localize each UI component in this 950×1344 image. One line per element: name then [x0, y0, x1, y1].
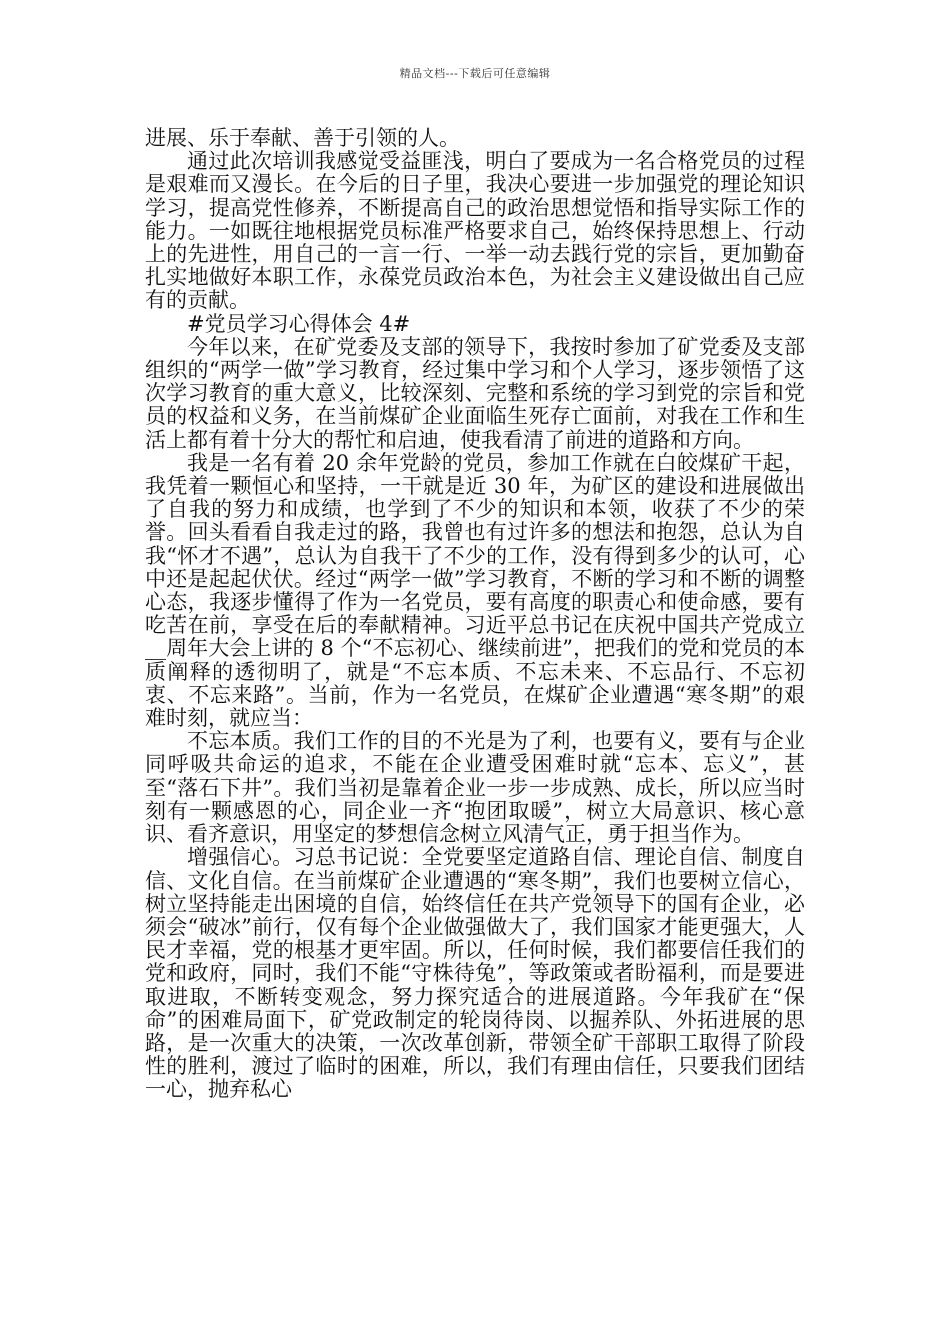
section-heading: #党员学习心得体会 4#	[187, 311, 411, 336]
paragraph: 不忘本质。我们工作的目的不光是为了利，也要有义，要有与企业同呼吸共命运的追求，不能在企业遭受困难时就“忘本、忘义”，甚至“落石下井”。我们当初是靠着企业一步一步成熟、成长，所以应当时刻有一颗感恩的心，同企业一齐“抱团取暖”，树立大局意识、核心意识、看齐意识，用坚定的梦想信念树立风清气正，勇于担当作为。	[145, 729, 805, 847]
document-body	[145, 127, 805, 1102]
paragraph: 我是一名有着 20 余年党龄的党员，参加工作就在白皎煤矿干起，我凭着一颗恒心和坚持，一干就是近 30 年，为矿区的建设和进展做出了自我的努力和成绩，也学到了不少的知识和本领，收获了不少的荣誉。回头看看自我走过的路，我曾也有过许多的想法和抱怨，总认为自我“怀才不遇”，总认为自我干了不少的工作，没有得到多少的认可，心中还是起起伏伏。经过“两学一做”学习教育，不断的学习和不断的调整心态，我逐步懂得了作为一名党员，要有高度的职责心和使命感，要有吃苦在前，享受在后的奉献精神。习近平总书记在庆祝中国共产党成立__周年大会上讲的 8 个“不忘初心、继续前进”，把我们的党和党员的本质阐释的透彻明了，就是“不忘本质、不忘未来、不忘品行、不忘初衷、不忘来路”。当前，作为一名党员，在煤矿企业遭遇“寒冬期”的艰难时刻，就应当：	[145, 450, 805, 731]
paragraph: 增强信心。习总书记说：全党要坚定道路自信、理论自信、制度自信、文化自信。在当前煤矿企业遭遇的“寒冬期”，我们也要树立信心，树立坚持能走出困境的自信，始终信任在共产党领导下的国有企业，必须会“破冰”前行，仅有每个企业做强做大了，我们国家才能更强大，人民才幸福，党的根基才更牢固。所以，任何时候，我们都要信任我们的党和政府，同时，我们不能“守株待兔”，等政策或者盼福利，而是要进取进取，不断转变观念，努力探究适合的进展道路。今年我矿在“保命”的困难局面下，矿党政制定的轮岗待岗、以掘养队、外拓进展的思路，是一次重大的决策，一次改革创新，带领全矿干部职工取得了阶段性的胜利，渡过了临时的困难，所以，我们有理由信任，只要我们团结一心，抛弃私心	[145, 845, 805, 1102]
paragraph-continuation: 进展、乐于奉献、善于引领的人。	[145, 126, 460, 150]
page-header: 精品文档---下载后可任意编辑	[399, 67, 551, 80]
paragraph: 通过此次培训我感觉受益匪浅，明白了要成为一名合格党员的过程是艰难而又漫长。在今后的日子里，我决心要进一步加强党的理论知识学习，提高党性修养，不断提高自己的政治思想觉悟和指导实际工作的能力。一如既往地根据党员标准严格要求自己，始终保持思想上、行动上的先进性，用自己的一言一行、一举一动去践行党的宗旨，更加勤奋扎实地做好本职工作，永葆党员政治本色，为社会主义建设做出自己应有的贡献。	[145, 149, 805, 313]
paragraph: 今年以来，在矿党委及支部的领导下，我按时参加了矿党委及支部组织的“两学一做”学习教育，经过集中学习和个人学习，逐步领悟了这次学习教育的重大意义，比较深刻、完整和系统的学习到党的宗旨和党员的权益和义务，在当前煤矿企业面临生死存亡面前，对我在工作和生活上都有着十分大的帮忙和启迪，使我看清了前进的道路和方向。	[145, 334, 805, 452]
